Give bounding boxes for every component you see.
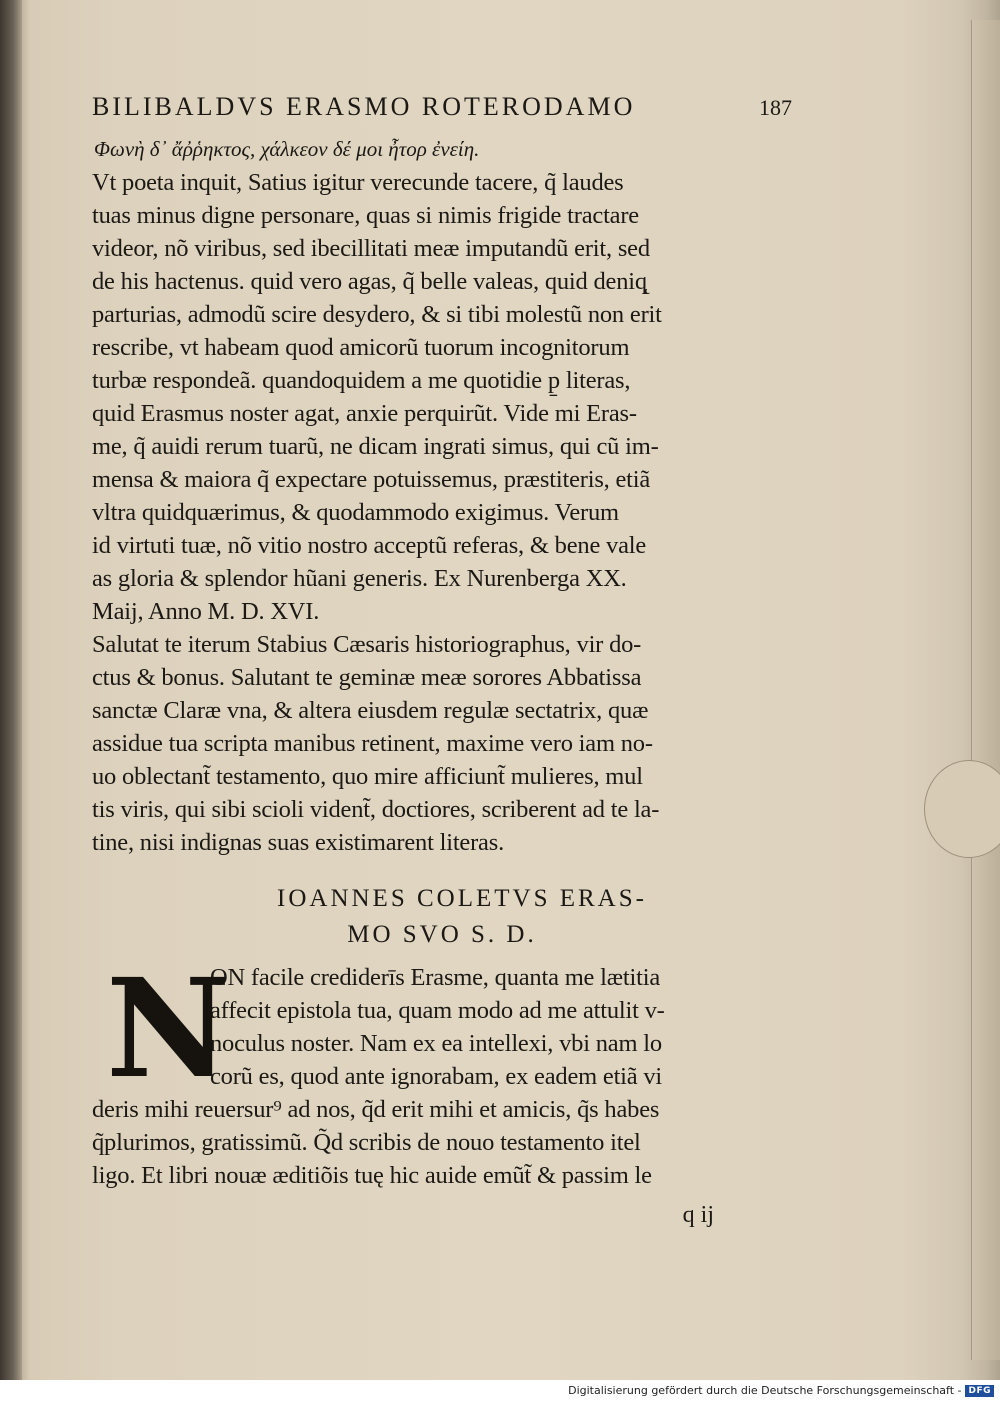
text-line: me, q̃ auidi rerum tuarũ, ne dicam ingrati simus, qui cũ im- [92, 433, 659, 460]
funding-credit: Digitalisierung gefördert durch die Deutsche Forschungsgemeinschaft - [568, 1384, 962, 1397]
postscript [92, 628, 792, 859]
text-line: mensa & maiora q̃ expectare potuissemus, præstiteris, etiã [92, 466, 651, 493]
text-line: deris mihi reuersur⁹ ad nos, q̃d erit mihi et amicis, q̃s habes [92, 1096, 660, 1123]
footer-bar [0, 1380, 1000, 1401]
dfg-logo: DFG [965, 1385, 994, 1397]
page-number: 187 [759, 95, 792, 120]
page-edge [971, 20, 1000, 1360]
text-line: noculus noster. Nam ex ea intellexi, vbi nam lo [210, 1030, 662, 1057]
text-line: vltra quidquærimus, & quodammodo exigimus. Verum [92, 499, 619, 526]
greek-quotation: Φωνὴ δ᾽ ἄῤῥηκτος, χάλκεον δέ μοι ἦτορ ἐνείη. [94, 137, 480, 161]
letter-heading [92, 881, 792, 953]
book-spine-edge [0, 0, 22, 1380]
drop-cap: N [106, 949, 231, 1109]
text-line: id virtuti tuæ, nõ vitio nostro acceptũ referas, & bene vale [92, 532, 647, 559]
text-line: corũ es, quod ante ignorabam, ex eadem etiã vi [210, 1063, 663, 1090]
text-line: ON facile crediderīs Erasme, quanta me lætitia [210, 964, 660, 991]
text-line: q̃plurimos, gratissimũ. Q̃d scribis de nouo testamento itel [92, 1129, 641, 1156]
text-line: tine, nisi indignas suas existimarent literas. [92, 829, 504, 856]
page-content [92, 92, 792, 1232]
text-line: sanctæ Claræ vna, & altera eiusdem regulæ sectatrix, quæ [92, 697, 649, 724]
heading-line: MO SVO S. D. [347, 921, 537, 948]
text-line: affecit epistola tua, quam modo ad me attulit v- [210, 997, 665, 1024]
running-head-title: BILIBALDVS ERASMO ROTERODAMO [92, 92, 636, 121]
text-line: tuas minus digne personare, quas si nimis frigide tractare [92, 202, 639, 229]
text-line: Salutat te iterum Stabius Cæsaris historiographus, vir do- [92, 631, 642, 658]
text-line: as gloria & splendor hũani generis. Ex Nurenberga XX. [92, 565, 627, 592]
text-line: assidue tua scripta manibus retinent, maxime vero iam no- [92, 730, 653, 757]
heading-line: IOANNES COLETVS ERAS- [277, 885, 647, 912]
spacer [92, 859, 792, 881]
running-head [92, 92, 792, 132]
text-line: tis viris, qui sibi scioli vident̃, doctiores, scriberent ad te la- [92, 796, 660, 823]
thumb-tab [924, 760, 1000, 858]
text-line: Maij, Anno M. D. XVI. [92, 598, 320, 625]
text-line: de his hactenus. quid vero agas, q̃ belle valeas, quid deniq̨ [92, 268, 647, 295]
second-letter-body [92, 949, 792, 1192]
text-line: videor, nõ viribus, sed ibecillitati meæ imputandũ erit, sed [92, 235, 650, 262]
text-line: quid Erasmus noster agat, anxie perquirũt. Vide mi Eras- [92, 400, 637, 427]
text-line: turbæ respondeã. quandoquidem a me quotidie p̱ literas, [92, 367, 631, 394]
signature-mark: q ij [682, 1202, 714, 1228]
text-line: ctus & bonus. Salutant te geminæ meæ sorores Abbatissa [92, 664, 642, 691]
text-line: uo oblectant̃ testamento, quo mire afficiunt̃ mulieres, mul [92, 763, 643, 790]
text-line: rescribe, vt habeam quod amicorũ tuorum incognitorum [92, 334, 630, 361]
text-line: Vt poeta inquit, Satius igitur verecunde tacere, q̃ laudes [92, 169, 624, 196]
letter-body [92, 166, 792, 628]
text-line: ligo. Et libri nouæ æditiõis tuę hic auide emũt̃ & passim le [92, 1162, 652, 1189]
text-line: parturias, admodũ scire desydero, & si tibi molestũ non erit [92, 301, 662, 328]
